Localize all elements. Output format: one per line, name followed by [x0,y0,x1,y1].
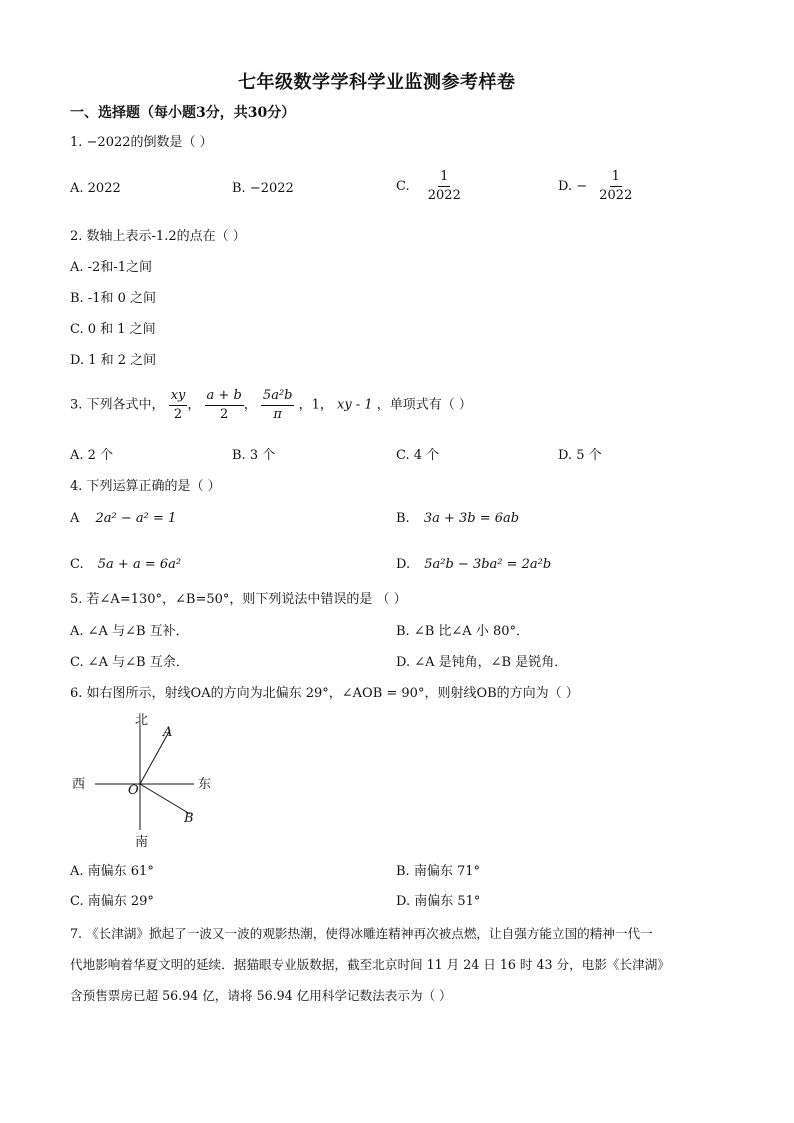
fraction-denominator: 2 [220,406,229,422]
fraction-numerator: 1 [610,170,622,187]
west-label: 西 [72,777,86,792]
point-b-label: B [184,811,194,826]
fraction-numerator: 1 [438,170,450,187]
option-label: B. [396,511,410,526]
question-1-option-c [396,170,463,202]
page-title: 七年级数学学科学业监测参考样卷 [238,72,516,93]
question-5-stem: 5. 若∠A=130°，∠B=50°，则下列说法中错误的是 （ ） [70,592,407,607]
expression: 5a²b − 3ba² = 2a²b [424,557,552,572]
question-4-option-d [396,558,551,571]
question-3-option-a: A. 2 个 [70,448,114,463]
question-2-option-d: D. 1 和 2 之间 [70,353,157,368]
question-2-option-a: A. -2和-1之间 [70,260,152,275]
option-label: C. [70,557,84,572]
compass-diagram [70,712,230,852]
fraction-numerator: 5a²b [261,389,295,406]
question-3-option-b: B. 3 个 [232,448,276,463]
south-label: 南 [135,835,149,850]
question-4-stem: 4. 下列运算正确的是（ ） [70,479,221,494]
north-label: 北 [135,713,149,728]
fraction [169,389,188,421]
question-1-option-a: A. 2022 [70,181,121,196]
expression: 2a² − a² = 1 [95,511,177,526]
question-5-option-b: B. ∠B 比∠A 小 80°． [396,624,529,639]
question-3-stem: 3. 下列各式中， $\frac{xy}{2}$ ， $\frac{a + b}{2}$ ， $\frac{\text{5a²b}}{\pi}$ ，1， xy - 1 ，单项式有（ ） [70,388,472,422]
question-5-option-a: A. ∠A 与∠B 互补． [70,624,189,639]
question-2-option-b: B. -1和 0 之间 [70,291,157,306]
question-1-option-d [558,170,634,202]
stem-prefix: 3. 下列各式中， [70,397,165,413]
ray-ob [140,784,190,814]
option-label: A [70,511,80,526]
question-7-line-1: 7. 《长津湖》掀起了一波又一波的观影热潮，使得冰雕连精神再次被点燃，让自强方能立国的精神一代一 [70,926,653,941]
question-5-option-d: D. ∠A 是钝角，∠B 是锐角． [396,655,568,670]
question-2-option-c: C. 0 和 1 之间 [70,322,156,337]
fraction-denominator: 2 [173,406,183,422]
stem-suffix: ，单项式有（ ） [376,397,472,413]
question-1-option-b: B. −2022 [232,181,294,196]
question-3-option-d: D. 5 个 [558,448,602,463]
east-label: 东 [198,777,212,792]
point-a-label: A [163,725,173,740]
question-5-option-c: C. ∠A 与∠B 互余． [70,655,189,670]
question-7-line-3: 含预售票房已超 56.94 亿，请将 56.94 亿用科学记数法表示为（ ） [70,988,452,1003]
expression: 5a + a = 6a² [97,557,182,572]
question-6-option-a: A. 南偏东 61° [70,864,154,879]
fraction [205,389,244,421]
stem-text: ，1， [298,397,333,413]
question-3-option-c: C. 4 个 [396,448,440,463]
question-6-option-b: B. 南偏东 71° [396,864,480,879]
question-4-option-c [70,558,181,571]
fraction-numerator: a + b [205,389,244,406]
fraction-denominator: π [273,406,282,422]
fraction [426,170,463,202]
origin-label: O [128,783,139,798]
fraction-numerator: xy [169,389,188,406]
question-6-option-d: D. 南偏东 51° [396,894,481,909]
fraction-denominator: 2022 [427,187,461,203]
expression: 3a + 3b = 6ab [423,511,520,526]
question-6-stem: 6. 如右图所示，射线OA的方向为北偏东 29°，∠AOB = 90°，则射线OB的方向为（ ） [70,686,579,701]
question-4-option-a [70,512,176,525]
section-heading: 一、选择题（每小题3分，共30分） [70,105,296,121]
expression: xy - 1 [337,397,373,413]
fraction [597,170,634,202]
question-2-stem: 2. 数轴上表示-1.2的点在（ ） [70,229,246,244]
option-label: D. [396,557,411,572]
option-c-label: C. [396,178,410,194]
question-1-stem: 1. −2022的倒数是（ ） [70,135,213,150]
option-d-label: D. − [558,178,588,194]
question-7-line-2: 代地影响着华夏文明的延续．据猫眼专业版数据，截至北京时间 11 月 24 日 16 时 43 分，电影《长津湖》 [70,957,670,972]
fraction-denominator: 2022 [599,187,633,203]
question-4-option-b [396,512,519,525]
fraction [261,389,295,421]
question-6-option-c: C. 南偏东 29° [70,894,154,909]
